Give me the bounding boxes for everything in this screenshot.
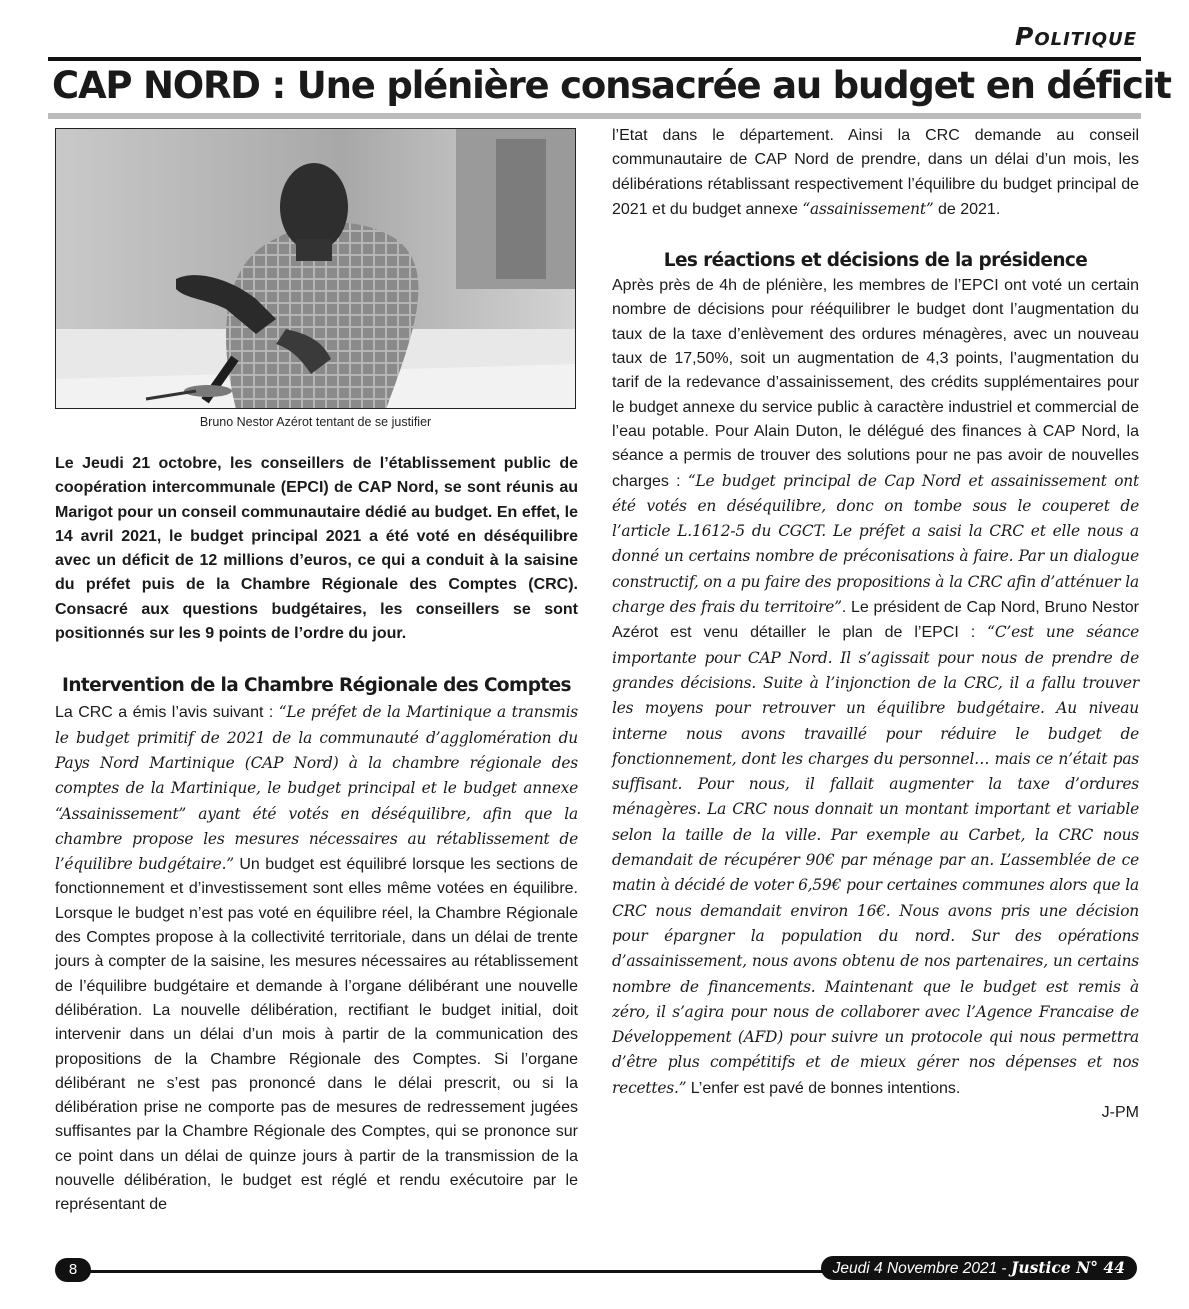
- section-label: Politique: [1015, 22, 1137, 51]
- article-photo: [55, 128, 576, 409]
- crc-quote: “Le préfet de la Martinique a transmis le budget primitif de 2021 de la communauté d’agglomération du Pays Nord Martinique (CAP Nord) à la chambre régionale des comptes de la Martinique, le budget principal et le budget annexe “Assainissement” ayant été votés en déséquilibre, afin que la chambre propose les mesures nécessaires au rétablissement de l’équilibre budgétaire.”: [55, 703, 578, 874]
- paragraph-text: de 2021.: [933, 200, 1001, 218]
- paragraph-text: La CRC a émis l’avis suivant :: [55, 704, 279, 722]
- section-rule: [48, 57, 1141, 61]
- paragraph-text: L’enfer est pavé de bonnes intentions.: [686, 1079, 961, 1097]
- article-left-column: [55, 452, 578, 1218]
- author-signature: J-PM: [1101, 1103, 1139, 1121]
- paragraph-decisions: [612, 274, 1139, 1101]
- subhead-presidency-reactions: Les réactions et décisions de la présidence: [663, 250, 1088, 272]
- issue-title: Justice N° 44: [1011, 1258, 1125, 1277]
- paragraph-text: l’Etat dans le département. Ainsi la CRC demande au conseil communautaire de CAP Nord de prendre, dans un délai d’un mois, les délibérations rétablissant respectivement l’équilibre du budget principal de 2021 et du budget annexe: [612, 127, 1139, 218]
- headline: CAP NORD : Une plénière consacrée au budget en déficit: [52, 64, 1171, 107]
- paragraph-crc-opinion: [55, 700, 578, 1217]
- paragraph-continuation: [612, 124, 1139, 222]
- subhead-crc-intervention: Intervention de la Chambre Régionale des Comptes: [62, 675, 571, 697]
- speaker-photo-image: [56, 129, 576, 409]
- duton-quote: “Le budget principal de Cap Nord et assainissement ont été votés en déséquilibre, donc on tombe sous le couperet de l’article L.1612-5 du CGCT. Le préfet a saisi la CRC et elle nous a donné un certains nombre de préconisations à faire. Par un dialogue constructif, on a pu faire des propositions à la CRC afin d’atténuer la charge des frais du territoire”: [612, 471, 1139, 617]
- article-lede: Le Jeudi 21 octobre, les conseillers de l’établissement public de coopération intercommunale (EPCI) de CAP Nord, se sont réunis au Marigot pour un conseil communautaire dédié au budget. En effet, le 14 avril 2021, le budget principal 2021 a été voté en déséquilibre avec un déficit de 12 millions d’euros, ce qui a conduit à la saisine du préfet puis de la Chambre Régionale des Comptes (CRC). Consacré aux questions budgétaires, les conseillers se sont positionnés sur les 9 points de l’ordre du jour.: [55, 455, 578, 643]
- azerot-quote: “C’est une séance importante pour CAP Nord. Il s’agissait pour nous de prendre de grandes décisions. Suite à l’injonction de la CRC, il a fallu trouver les moyens pour retrouver un équilibre budgétaire. Au niveau interne nous avons travaillé pour réduire le budget de fonctionnement, dont les charges du personnel… mais ce n’était pas suffisant. Pour nous, il fallait augmenter la taxe d’ordures ménagères. La CRC nous donnait un montant important et variable selon la taille de la ville. Par exemple au Carbet, la CRC nous demandait de récupérer 90€ par ménage par an. L’assemblée de ce matin à décidé de voter 6,59€ pour certaines communes alors que la CRC nous demandait environ 16€. Nous avons pris une décision pour épargner la population du nord. Sur des opérations d’assainissement, nous avons obtenu de nos partenaires, un certains nombre de financements. Maintenant que le budget est remis à zéro, il s’agira pour nous de collaborer avec l’Agence Francaise de Développement (AFD) pour suivre un protocole qui nous permettra d’être plus compétitifs et de mieux gérer nos dépenses et nos recettes.”: [612, 623, 1140, 1097]
- issue-badge: [821, 1256, 1137, 1280]
- issue-separator: -: [997, 1260, 1012, 1277]
- paragraph-text: . Le président de Cap Nord, Bruno Nestor Azérot est venu détailler le plan de l’EPCI :: [612, 599, 1140, 642]
- article-right-column: [612, 124, 1139, 1125]
- assainissement-quote: “assainissement”: [802, 199, 934, 218]
- headline-rule: [48, 113, 1141, 119]
- paragraph-text: Après près de 4h de plénière, les membres de l’EPCI ont voté un certain nombre de décisions pour rééquilibrer le budget dont l’augmentation du taux de la taxe d’enlèvement des ordures ménagères, avec un nouveau taux de 17,50%, soit un augmentation de 4,3 points, l’augmentation du tarif de la redevance d’assainissement, des crédits supplémentaires pour le budget annexe du service public à caractère industriel et commercial de l’eau potable. Pour Alain Duton, le délégué des finances à CAP Nord, la séance a permis de trouver des solutions pour ne pas avoir de nouvelles charges :: [612, 277, 1139, 490]
- photo-caption: Bruno Nestor Azérot tentant de se justifier: [199, 415, 432, 429]
- issue-date: Jeudi 4 Novembre 2021: [832, 1260, 998, 1277]
- paragraph-text: Un budget est équilibré lorsque les sections de fonctionnement et d’investissement sont elles même votées en équilibre. Lorsque le budget n’est pas voté en équilibre réel, la Chambre Régionale des Comptes propose à la collectivité territoriale, dans un délai de trente jours à compter de la saisine, les mesures nécessaires au rétablissement de l’équilibre budgétaire et demande à l’organe délibérant une nouvelle délibération. La nouvelle délibération, rectifiant le budget initial, doit intervenir dans un délai d’un mois à partir de la communication des propositions de la Chambre Régionale des Comptes. Si l’organe délibérant ne s’est pas prononcé dans le délai prescrit, ou si la délibération prise ne comporte pas de mesures de redressement jugées suffisantes par la Chambre Régionale des Comptes, qui se prononce sur ce point dans un délai de quinze jours à partir de la transmission de la nouvelle délibération, le budget est réglé et rendu exécutoire par le représentant de: [55, 856, 579, 1214]
- page-number-badge: 8: [55, 1258, 91, 1282]
